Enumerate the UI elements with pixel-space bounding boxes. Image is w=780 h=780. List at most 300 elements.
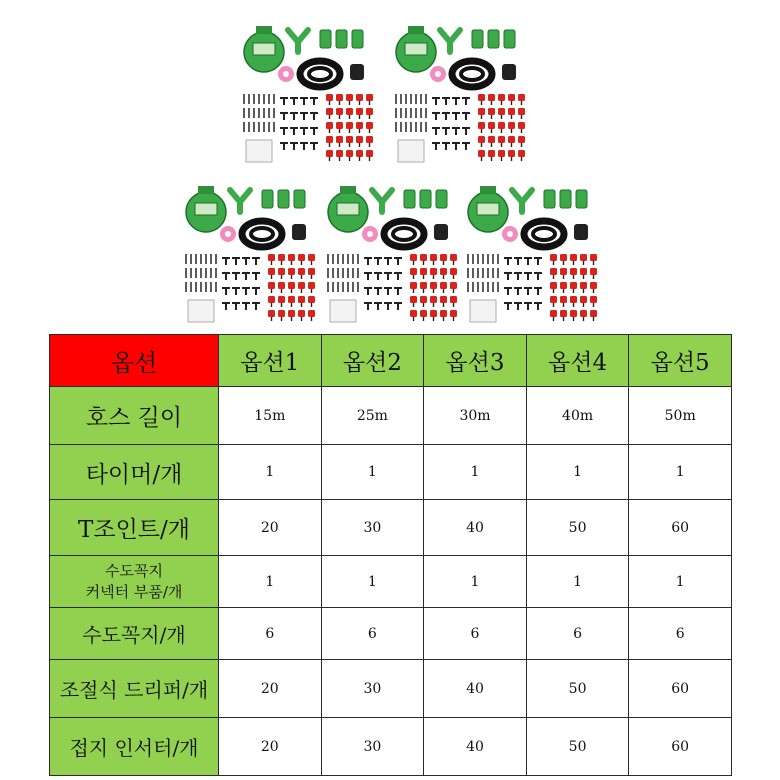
connector-icon [544,190,555,208]
dripper-icon [550,268,557,275]
dripper-icon [478,122,485,129]
dripper-icon [498,108,505,115]
dripper-icon [326,108,333,115]
dripper-icon [450,296,457,303]
t-joint-icon [462,113,470,120]
t-joint-icon [364,273,372,280]
dripper-icon [440,310,447,317]
t-joint-icon [364,288,372,295]
row-label: 조절식 드리퍼/개 [50,660,219,718]
dripper-icon [420,310,427,317]
connector-icon [352,30,363,48]
dripper-icon [336,108,343,115]
t-joint-icon [252,303,260,310]
dripper-icon [580,268,587,275]
t-joint-icon [462,98,470,105]
dripper-icon [326,122,333,129]
kit-image [238,22,378,167]
dripper-icon [430,254,437,261]
table-cell: 1 [219,556,322,608]
table-cell: 50 [526,500,629,556]
dripper-icon [450,268,457,275]
dripper-icon [420,282,427,289]
dripper-icon [430,296,437,303]
dripper-icon [288,296,295,303]
t-joint-icon [364,258,372,265]
dripper-icon [590,296,597,303]
dripper-icon [298,282,305,289]
t-joint-icon [384,273,392,280]
t-joint-icon [394,273,402,280]
dripper-icon [430,282,437,289]
t-joint-icon [280,143,288,150]
dripper-icon [366,94,373,101]
dripper-icon [550,282,557,289]
dripper-icon [278,296,285,303]
dripper-icon [356,122,363,129]
dripper-icon [560,296,567,303]
t-joint-icon [242,288,250,295]
faucet-adapter-icon [574,224,588,240]
connector-icon [404,190,415,208]
row-label: 수도꼭지/개 [50,608,219,660]
manual-icon [470,300,496,322]
t-joint-icon [310,128,318,135]
row-label: 호스 길이 [50,387,219,445]
dripper-icon [336,136,343,143]
row-label: 접지 인서터/개 [50,718,219,776]
connector-icon [320,30,331,48]
t-joint-icon [452,128,460,135]
dripper-icon [478,150,485,157]
dripper-icon [570,268,577,275]
t-joint-icon [514,303,522,310]
dripper-icon [336,94,343,101]
hose-coil-inner [393,228,415,240]
kit-illustration [322,182,462,327]
header-option-1: 옵션1 [219,335,322,387]
tape-roll-core [225,231,231,237]
y-splitter-icon [230,190,250,212]
dripper-icon [326,136,333,143]
dripper-icon [440,296,447,303]
t-joint-icon [222,288,230,295]
dripper-icon [288,310,295,317]
t-joint-icon [290,128,298,135]
dripper-icon [308,268,315,275]
table-row-hose-length [50,387,732,445]
dripper-icon [336,150,343,157]
dripper-icon [356,150,363,157]
dripper-icon [590,268,597,275]
t-joint-icon [374,288,382,295]
dripper-icon [366,122,373,129]
kit-illustration [390,22,530,167]
t-joint-icon [384,288,392,295]
kit-image [390,22,530,167]
t-joint-icon [462,143,470,150]
faucet-adapter-icon [502,64,516,80]
hose-coil-inner [309,68,331,80]
dripper-icon [580,282,587,289]
dripper-icon [410,296,417,303]
t-joint-icon [432,143,440,150]
t-joint-icon [452,98,460,105]
dripper-icon [560,282,567,289]
dripper-icon [518,94,525,101]
dripper-icon [278,254,285,261]
t-joint-icon [442,128,450,135]
table-cell: 6 [526,608,629,660]
kit-illustration [462,182,602,327]
kit-illustration [180,182,320,327]
dripper-icon [278,268,285,275]
kit-image [462,182,602,327]
dripper-icon [570,296,577,303]
table-cell: 6 [629,608,732,660]
t-joint-icon [504,303,512,310]
dripper-icon [356,108,363,115]
dripper-icon [580,254,587,261]
dripper-icon [508,136,515,143]
t-joint-icon [374,273,382,280]
dripper-icon [346,122,353,129]
table-cell: 40 [424,660,527,718]
table-cell: 15m [219,387,322,445]
dripper-icon [440,282,447,289]
t-joint-icon [280,128,288,135]
table-row-faucet [50,608,732,660]
dripper-icon [366,108,373,115]
manual-icon [330,300,356,322]
dripper-icon [268,282,275,289]
table-cell: 30m [424,387,527,445]
table-cell: 6 [321,608,424,660]
faucet-adapter-icon [350,64,364,80]
table-cell: 50m [629,387,732,445]
table-row-timer [50,445,732,500]
t-joint-icon [514,258,522,265]
connector-icon [294,190,305,208]
dripper-icon [488,94,495,101]
dripper-icon [420,296,427,303]
t-joint-icon [374,303,382,310]
t-joint-icon [452,143,460,150]
timer-display [195,203,217,215]
option-table [49,334,732,776]
dripper-icon [478,108,485,115]
t-joint-icon [310,143,318,150]
t-joint-icon [374,258,382,265]
hose-coil-icon [524,221,564,247]
t-joint-icon [394,303,402,310]
dripper-icon [498,94,505,101]
t-joint-icon [232,303,240,310]
t-joint-icon [384,258,392,265]
t-joint-icon [300,128,308,135]
connector-icon [420,190,431,208]
timer-display [405,43,427,55]
dripper-icon [590,254,597,261]
t-joint-icon [242,303,250,310]
tape-roll-core [507,231,513,237]
dripper-icon [346,136,353,143]
tape-roll-core [367,231,373,237]
dripper-icon [298,310,305,317]
dripper-icon [268,268,275,275]
dripper-icon [508,108,515,115]
connector-icon [278,190,289,208]
y-splitter-icon [372,190,392,212]
row-label-line-2: 커넥터 부품/개 [85,582,183,601]
dripper-icon [478,94,485,101]
t-joint-icon [232,273,240,280]
t-joint-icon [524,258,532,265]
t-joint-icon [442,143,450,150]
hose-coil-icon [242,221,282,247]
table-cell: 25m [321,387,424,445]
t-joint-icon [300,143,308,150]
row-label [50,556,219,608]
table-cell: 1 [424,445,527,500]
dripper-icon [560,254,567,261]
dripper-icon [518,136,525,143]
dripper-icon [288,282,295,289]
timer-inlet [198,186,214,194]
manual-icon [246,140,272,162]
t-joint-icon [504,273,512,280]
dripper-icon [440,254,447,261]
dripper-icon [560,310,567,317]
dripper-icon [478,136,485,143]
table-cell: 1 [629,445,732,500]
dripper-icon [518,150,525,157]
row-label: 타이머/개 [50,445,219,500]
t-joint-icon [514,273,522,280]
dripper-icon [488,150,495,157]
dripper-icon [508,122,515,129]
header-option-2: 옵션2 [321,335,424,387]
t-joint-icon [432,98,440,105]
dripper-icon [518,122,525,129]
dripper-icon [570,254,577,261]
dripper-icon [498,122,505,129]
dripper-icon [410,254,417,261]
t-joint-icon [300,113,308,120]
dripper-icon [278,282,285,289]
t-joint-icon [222,303,230,310]
dripper-icon [570,310,577,317]
dripper-icon [550,296,557,303]
dripper-icon [550,310,557,317]
row-label: T조인트/개 [50,500,219,556]
dripper-icon [508,94,515,101]
dripper-icon [346,94,353,101]
t-joint-icon [504,258,512,265]
tape-roll-core [435,71,441,77]
t-joint-icon [242,258,250,265]
dripper-icon [326,150,333,157]
dripper-icon [410,268,417,275]
dripper-icon [308,282,315,289]
header-row [50,335,732,387]
dripper-icon [590,310,597,317]
dripper-icon [420,254,427,261]
t-joint-icon [290,143,298,150]
t-joint-icon [232,288,240,295]
dripper-icon [508,150,515,157]
dripper-icon [450,254,457,261]
kit-image [180,182,320,327]
tape-roll-core [283,71,289,77]
t-joint-icon [442,113,450,120]
dripper-icon [450,310,457,317]
hose-coil-inner [251,228,273,240]
table-cell: 1 [424,556,527,608]
table-cell: 40 [424,500,527,556]
dripper-icon [488,122,495,129]
dripper-icon [356,94,363,101]
dripper-icon [298,296,305,303]
dripper-icon [410,282,417,289]
table-cell: 50 [526,660,629,718]
header-option-3: 옵션3 [424,335,527,387]
table-row-dripper [50,660,732,718]
table-cell: 1 [526,556,629,608]
y-splitter-icon [512,190,532,212]
table-cell: 1 [219,445,322,500]
t-joint-icon [534,303,542,310]
dripper-icon [498,150,505,157]
t-joint-icon [394,258,402,265]
dripper-icon [430,310,437,317]
header-option-5: 옵션5 [629,335,732,387]
dripper-icon [288,268,295,275]
connector-icon [560,190,571,208]
dripper-icon [308,254,315,261]
t-joint-icon [310,98,318,105]
table-cell: 6 [424,608,527,660]
hose-coil-inner [461,68,483,80]
table-row-t-joint [50,500,732,556]
t-joint-icon [524,273,532,280]
hose-coil-icon [452,61,492,87]
dripper-icon [560,268,567,275]
timer-display [337,203,359,215]
t-joint-icon [252,258,260,265]
timer-inlet [340,186,356,194]
dripper-icon [308,296,315,303]
table-cell: 1 [526,445,629,500]
dripper-icon [346,150,353,157]
t-joint-icon [280,113,288,120]
table-row-ground-stake [50,718,732,776]
t-joint-icon [442,98,450,105]
t-joint-icon [290,98,298,105]
table-cell: 1 [629,556,732,608]
timer-display [253,43,275,55]
y-splitter-icon [440,30,460,52]
dripper-icon [298,254,305,261]
dripper-icon [326,94,333,101]
hose-coil-icon [300,61,340,87]
table-cell: 60 [629,500,732,556]
timer-inlet [256,26,272,34]
dripper-icon [346,108,353,115]
hose-coil-icon [384,221,424,247]
table-cell: 20 [219,718,322,776]
faucet-adapter-icon [434,224,448,240]
dripper-icon [580,310,587,317]
dripper-icon [366,136,373,143]
dripper-icon [570,282,577,289]
t-joint-icon [310,113,318,120]
t-joint-icon [242,273,250,280]
t-joint-icon [364,303,372,310]
t-joint-icon [300,98,308,105]
t-joint-icon [384,303,392,310]
dripper-icon [278,310,285,317]
table-cell: 30 [321,500,424,556]
dripper-icon [498,136,505,143]
table-cell: 30 [321,660,424,718]
dripper-icon [288,254,295,261]
t-joint-icon [514,288,522,295]
t-joint-icon [432,113,440,120]
t-joint-icon [394,288,402,295]
dripper-icon [488,108,495,115]
timer-inlet [408,26,424,34]
connector-icon [504,30,515,48]
dripper-icon [580,296,587,303]
header-option-label: 옵션 [50,335,219,387]
t-joint-icon [534,258,542,265]
connector-icon [336,30,347,48]
dripper-icon [308,310,315,317]
table-cell: 40m [526,387,629,445]
connector-icon [262,190,273,208]
dripper-icon [268,254,275,261]
table-row-faucet-connector [50,556,732,608]
t-joint-icon [452,113,460,120]
dripper-icon [336,122,343,129]
table-cell: 50 [526,718,629,776]
hose-coil-inner [533,228,555,240]
t-joint-icon [222,273,230,280]
table-cell: 60 [629,718,732,776]
dripper-icon [356,136,363,143]
t-joint-icon [524,288,532,295]
t-joint-icon [432,128,440,135]
dripper-icon [298,268,305,275]
t-joint-icon [534,288,542,295]
table-cell: 20 [219,500,322,556]
table-cell: 6 [219,608,322,660]
kit-image [322,182,462,327]
dripper-icon [410,310,417,317]
t-joint-icon [232,258,240,265]
table-cell: 30 [321,718,424,776]
manual-icon [188,300,214,322]
kit-illustration [238,22,378,167]
dripper-icon [440,268,447,275]
dripper-icon [366,150,373,157]
t-joint-icon [534,273,542,280]
t-joint-icon [504,288,512,295]
dripper-icon [268,310,275,317]
t-joint-icon [290,113,298,120]
manual-icon [398,140,424,162]
